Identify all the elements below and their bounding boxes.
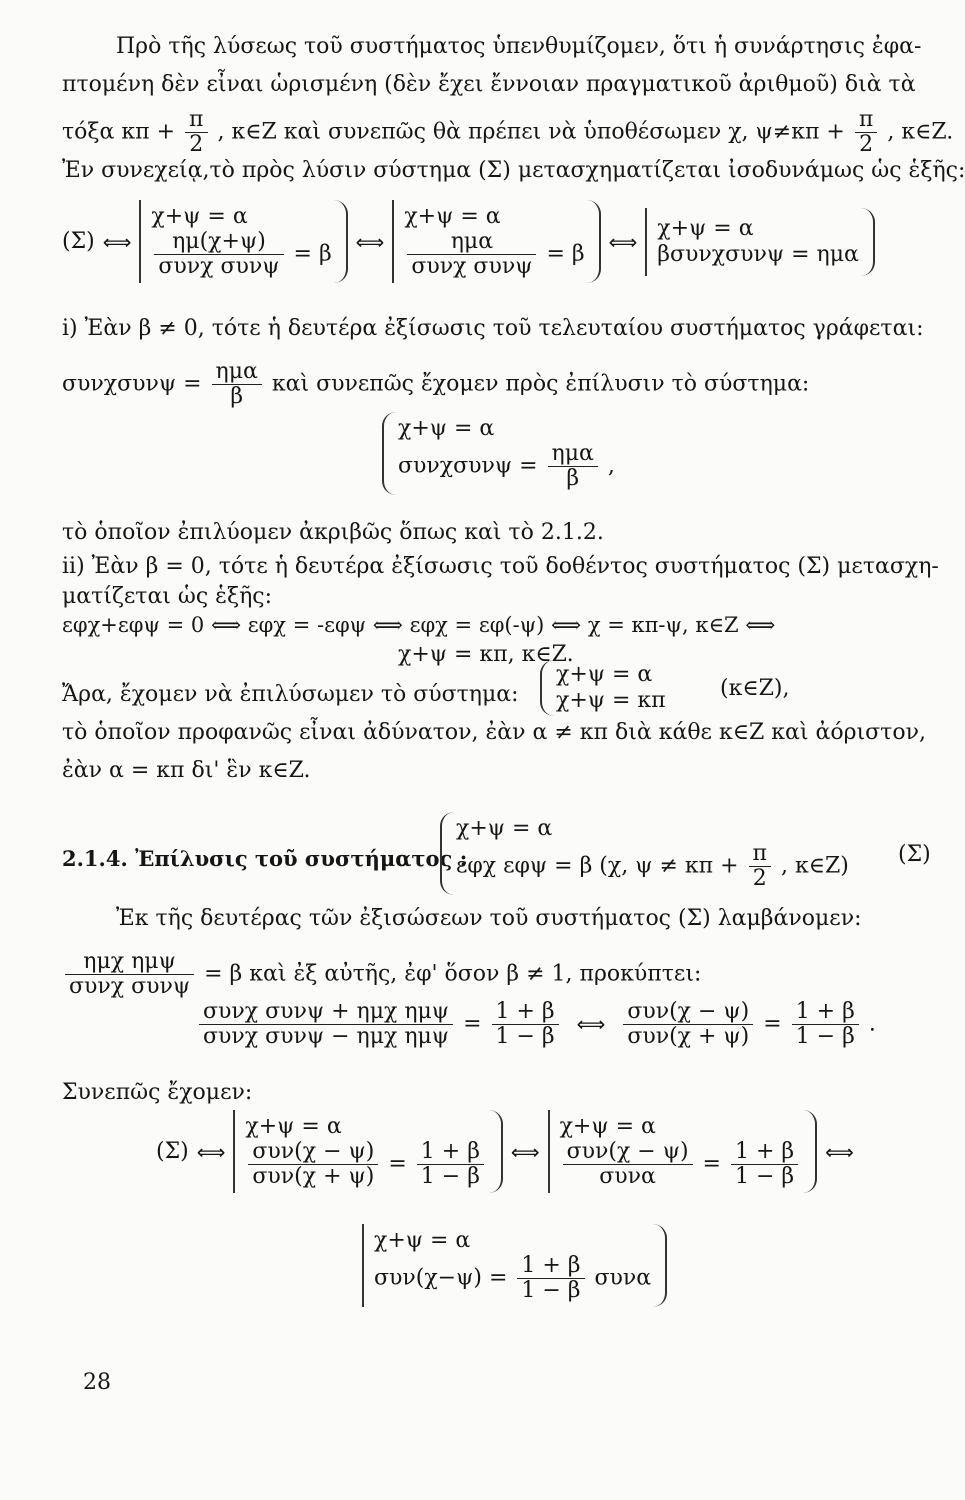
denominator: 2: [859, 132, 874, 157]
denominator: 1 − β: [420, 1164, 480, 1189]
numerator: ημα: [548, 442, 598, 467]
numerator: π: [855, 108, 877, 133]
equation: [398, 442, 615, 491]
equivalence-arrow: ⟺: [825, 1139, 854, 1164]
equation: [404, 230, 584, 279]
denominator: 1 − β: [495, 1024, 555, 1049]
text: συνα: [594, 1265, 652, 1291]
denominator: συν(χ + ψ): [252, 1164, 375, 1189]
text: συν(χ−ψ) =: [374, 1265, 508, 1291]
numerator: συνχ συνψ + ημχ ημψ: [199, 1000, 453, 1025]
text: , κ∈Z): [781, 853, 849, 879]
system-b: [548, 1110, 818, 1193]
denominator: 2: [752, 866, 767, 891]
system-c: [645, 208, 875, 276]
section-final-system: [362, 1224, 667, 1307]
equivalence-arrow: ⟺: [355, 229, 385, 254]
text: , κ∈Z.: [887, 119, 954, 145]
numerator: συν(χ − ψ): [623, 1000, 753, 1025]
text: , κ∈Z καὶ συνεπῶς θὰ πρέπει νὰ ὑποθέσωμεν χ, ψ≠κπ +: [217, 119, 845, 145]
equivalence-arrow: ⟺: [608, 229, 638, 254]
text: συνχσυνψ =: [62, 371, 202, 397]
numerator: 1 + β: [731, 1140, 798, 1165]
denominator: συνχ συνψ: [158, 254, 280, 279]
equivalence-arrow: ⟺: [196, 1139, 226, 1164]
equivalence-arrow: ⟺: [510, 1139, 540, 1164]
numerator: 1 + β: [792, 1000, 859, 1025]
denominator: συνχ συνψ − ημχ ημψ: [203, 1024, 450, 1049]
case-2-line-7: ἐὰν α = κπ δι' ἓν κ∈Z.: [62, 758, 311, 783]
case-2-line-1: ii) Ἐὰν β = 0, τότε ἡ δευτέρα ἐξίσωσις τοῦ δοθέντος συστήματος (Σ) μετασχη-: [62, 554, 939, 579]
fraction: [212, 360, 262, 409]
case-2-line-2: ματίζεται ὡς ἑξῆς:: [62, 584, 273, 609]
case-1-line-2: [62, 360, 809, 409]
text: καὶ συνεπῶς ἔχομεν πρὸς ἐπίλυσιν τὸ σύστημα:: [271, 371, 810, 397]
case-1-line-1: i) Ἐὰν β ≠ 0, τότε ἡ δευτέρα ἐξίσωσις τοῦ τελευταίου συστήματος γράφεται:: [62, 316, 924, 341]
equation: χ+ψ = α: [559, 1114, 656, 1139]
section-formula-1: [62, 950, 701, 999]
numerator: ημχ ημψ: [65, 950, 194, 975]
paragraph-1-line-1: Πρὸ τῆς λύσεως τοῦ συστήματος ὑπενθυμίζομεν, ὅτι ἡ συνάρτησις ἐφα-: [116, 34, 922, 59]
system-c: [362, 1224, 667, 1307]
system-brace: [540, 660, 676, 716]
case-2-system: [540, 660, 676, 716]
equals: =: [463, 1011, 482, 1037]
equation: χ+ψ = α: [657, 215, 754, 241]
section-heading: 2.1.4. Ἐπίλυσις τοῦ συστήματος :: [62, 846, 468, 871]
numerator: ημ(χ+ψ): [154, 230, 283, 255]
denominator: συνα: [599, 1164, 656, 1189]
section-line-1: Ἐκ τῆς δευτέρας τῶν ἐξισώσεων τοῦ συστήματος (Σ) λαμβάνομεν:: [116, 906, 862, 931]
equation: χ+ψ = α: [245, 1114, 342, 1139]
denominator: 2: [189, 132, 204, 157]
equals: =: [702, 1151, 721, 1177]
numerator: π: [185, 108, 207, 133]
equation: χ+ψ = α: [404, 204, 501, 229]
rhs: = β: [546, 241, 585, 267]
denominator: 1 − β: [734, 1164, 795, 1189]
section-formula-2: [196, 1000, 876, 1049]
denominator: συν(χ + ψ): [627, 1024, 750, 1049]
text: ,: [607, 453, 615, 479]
equivalence-arrow: ⟺: [576, 1011, 606, 1036]
fraction: [623, 1000, 753, 1049]
equation: [245, 1140, 487, 1189]
equation: χ+ψ = κπ: [556, 688, 666, 713]
numerator: 1 + β: [492, 1000, 559, 1025]
section-line-2: Συνεπῶς ἔχομεν:: [62, 1080, 253, 1105]
equation: [151, 230, 331, 279]
equals: =: [763, 1011, 782, 1037]
case-2-kz: (κ∈Z),: [720, 676, 790, 701]
denominator: β: [566, 466, 580, 491]
numerator: π: [749, 842, 771, 867]
paragraph-1-line-4: Ἐν συνεχείᾳ,τὸ πρὸς λύσιν σύστημα (Σ) μετασχηματίζεται ἰσοδυνάμως ὡς ἑξῆς:: [62, 158, 965, 183]
equation: χ+ψ = α: [398, 416, 495, 441]
numerator: 1 + β: [417, 1140, 484, 1165]
equation: [456, 842, 849, 891]
page-number: 28: [83, 1370, 111, 1395]
equation: χ+ψ = α: [151, 204, 248, 229]
fraction: [199, 1000, 453, 1049]
case-2-line-5: Ἄρα, ἔχομεν νὰ ἐπιλύσωμεν τὸ σύστημα:: [62, 682, 519, 707]
section-system: [440, 812, 859, 895]
text: = β καὶ ἐξ αὐτῆς, ἐφ' ὅσον β ≠ 1, προκύπτει:: [204, 961, 702, 987]
section-system-equivalence: [156, 1110, 862, 1193]
system-label: (Σ): [156, 1138, 189, 1164]
equivalence-arrow: ⟺: [102, 229, 132, 254]
equation: [374, 1254, 651, 1303]
equation: [560, 1140, 802, 1189]
text: συνχσυνψ =: [398, 453, 538, 479]
case-1-line-3: τὸ ὁποῖον ἐπιλύομεν ἀκριβῶς ὅπως καὶ τὸ 2.1.2.: [62, 520, 604, 545]
system-b: [392, 200, 600, 283]
text: .: [868, 1011, 876, 1037]
system-label: (Σ): [62, 228, 95, 254]
case-1-system: [382, 412, 625, 495]
fraction-pi-over-2: [185, 108, 207, 157]
equals: =: [388, 1151, 407, 1177]
denominator: συνχ συνψ: [69, 974, 191, 999]
fraction-pi-over-2: [855, 108, 877, 157]
system-a: [139, 200, 347, 283]
equation: χ+ψ = α: [374, 1228, 471, 1253]
paragraph-1-line-2: πτομένη δὲν εἶναι ὡρισμένη (δὲν ἔχει ἔννοιαν πραγματικοῦ ἀριθμοῦ) διὰ τὰ: [62, 72, 916, 97]
text: εφχ εφψ = β (χ, ψ ≠ κπ +: [456, 853, 739, 879]
paragraph-1-line-3: [62, 108, 953, 157]
numerator: 1 + β: [517, 1254, 584, 1279]
denominator: 1 − β: [795, 1024, 855, 1049]
system-brace: [382, 412, 625, 495]
numerator: ημα: [407, 230, 536, 255]
system-a: [233, 1110, 503, 1193]
denominator: β: [230, 384, 244, 409]
denominator: συνχ συνψ: [411, 254, 533, 279]
text: τόξα κπ +: [62, 119, 176, 145]
case-2-line-6: τὸ ὁποῖον προφανῶς εἶναι ἀδύνατον, ἐὰν α ≠ κπ διὰ κάθε κ∈Z καὶ ἀόριστον,: [62, 720, 926, 745]
equation: χ+ψ = α: [456, 816, 553, 841]
system-brace: [440, 812, 859, 895]
rhs: = β: [293, 241, 332, 267]
numerator: συν(χ − ψ): [248, 1140, 378, 1165]
denominator: 1 − β: [521, 1278, 581, 1303]
fraction: [792, 1000, 859, 1049]
equation: χ+ψ = α: [556, 662, 653, 687]
fraction: [492, 1000, 559, 1049]
case-2-line-4: χ+ψ = κπ, κ∈Z.: [398, 642, 574, 667]
fraction: [65, 950, 194, 999]
section-system-label: (Σ): [898, 842, 931, 867]
numerator: ημα: [212, 360, 262, 385]
case-2-line-3: εφχ+εφψ = 0 ⟺ εφχ = -εφψ ⟺ εφχ = εφ(-ψ) ⟺ χ = κπ-ψ, κ∈Z ⟺: [62, 613, 776, 637]
system-equivalence-1: [62, 200, 875, 283]
numerator: συν(χ − ψ): [563, 1140, 693, 1165]
equation: βσυνχσυνψ = ημα: [657, 241, 859, 267]
